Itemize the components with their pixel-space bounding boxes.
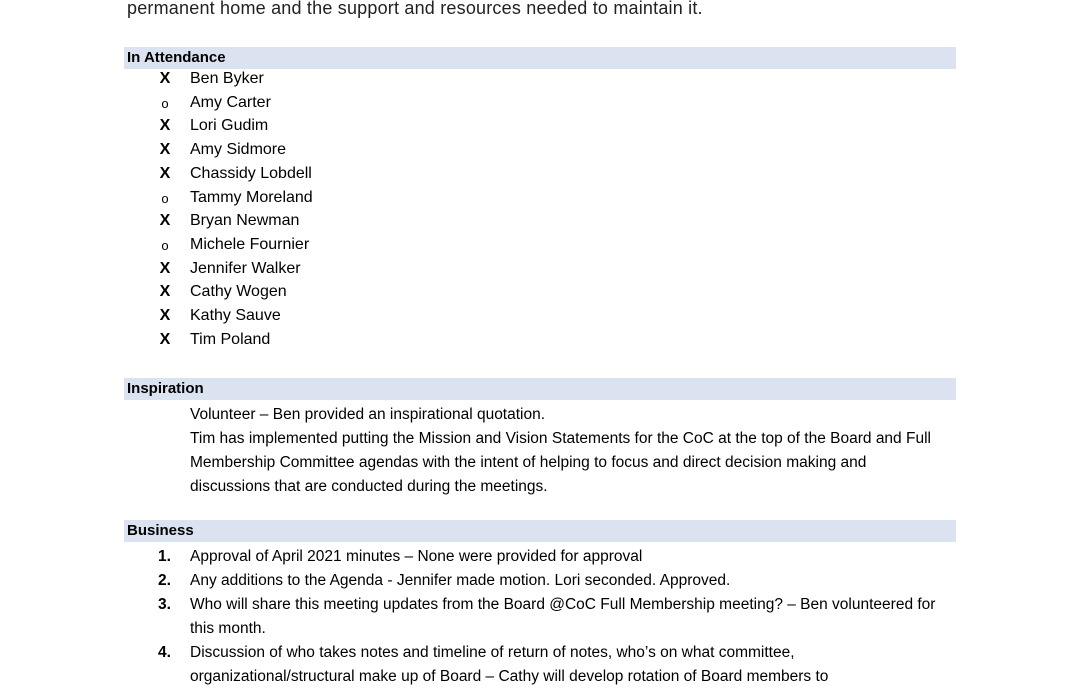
attendance-row: [0, 236, 600, 260]
attendee-name: Bryan Newman: [190, 212, 300, 230]
attendee-name: Michele Fournier: [190, 235, 310, 253]
present-mark: X: [159, 164, 171, 182]
business-item-text: Discussion of who takes notes and timeline of return of notes, who’s on what committee, organizational/structural make up of Board – Cathy will develop rotation of Board members to: [190, 644, 829, 685]
attendance-row: [0, 94, 600, 118]
attendee-name: Amy Carter: [190, 93, 271, 111]
inspiration-line-1: Volunteer – Ben provided an inspirational quotation.: [190, 406, 546, 423]
business-item-text: Approval of April 2021 minutes – None were provided for approval: [190, 548, 643, 565]
attendance-row: [0, 260, 600, 284]
attendance-row: [0, 189, 600, 213]
business-item-text: Any additions to the Agenda - Jennifer made motion. Lori seconded. Approved.: [190, 572, 731, 589]
business-item-number: 2.: [158, 572, 171, 589]
attendee-name: Jennifer Walker: [190, 259, 301, 277]
attendee-name: Tammy Moreland: [190, 188, 313, 206]
present-mark: X: [159, 259, 171, 277]
present-mark: X: [159, 212, 171, 230]
attendance-row: [0, 141, 600, 165]
intro-text: permanent home and the support and resources needed to maintain it.: [127, 0, 703, 18]
attendance-row: [0, 165, 600, 189]
attendance-row: [0, 117, 600, 141]
absent-mark: o: [161, 237, 169, 253]
present-mark: X: [159, 330, 171, 348]
business-item-text: Who will share this meeting updates from the Board @CoC Full Membership meeting? – Ben volunteered for this month.: [190, 596, 936, 637]
attendee-name: Kathy Sauve: [190, 307, 281, 324]
present-mark: X: [159, 307, 171, 324]
absent-mark: o: [161, 190, 169, 206]
business-item-number: 3.: [158, 596, 171, 613]
attendee-name: Chassidy Lobdell: [190, 164, 312, 182]
absent-mark: o: [161, 95, 169, 111]
present-mark: X: [159, 141, 171, 159]
attendee-name: Tim Poland: [190, 330, 271, 348]
inspiration-block: [190, 403, 950, 499]
attendee-name: Ben Byker: [190, 70, 264, 87]
inspiration-line-2: Tim has implemented putting the Mission and Vision Statements for the CoC at the top of the Board and Full Membership Committee agendas with the intent of helping to focus and direct decision making and discussions that are conducted during the meetings.: [190, 430, 931, 495]
present-mark: X: [159, 283, 171, 301]
attendee-name: Amy Sidmore: [190, 141, 287, 159]
business-item-number: 1.: [158, 548, 171, 565]
attendee-name: Lori Gudim: [190, 117, 269, 135]
attendance-row: [0, 70, 600, 94]
attendance-row: [0, 212, 600, 236]
business-item-number: 4.: [158, 644, 171, 661]
section-header-inspiration: Inspiration: [124, 378, 956, 400]
attendance-row: [0, 331, 600, 355]
section-header-attendance: In Attendance: [124, 47, 956, 69]
section-header-business: Business: [124, 520, 956, 542]
attendance-row: [0, 283, 600, 307]
attendee-name: Cathy Wogen: [190, 283, 287, 301]
attendance-row: [0, 307, 600, 331]
present-mark: X: [159, 117, 171, 135]
present-mark: X: [159, 70, 171, 87]
